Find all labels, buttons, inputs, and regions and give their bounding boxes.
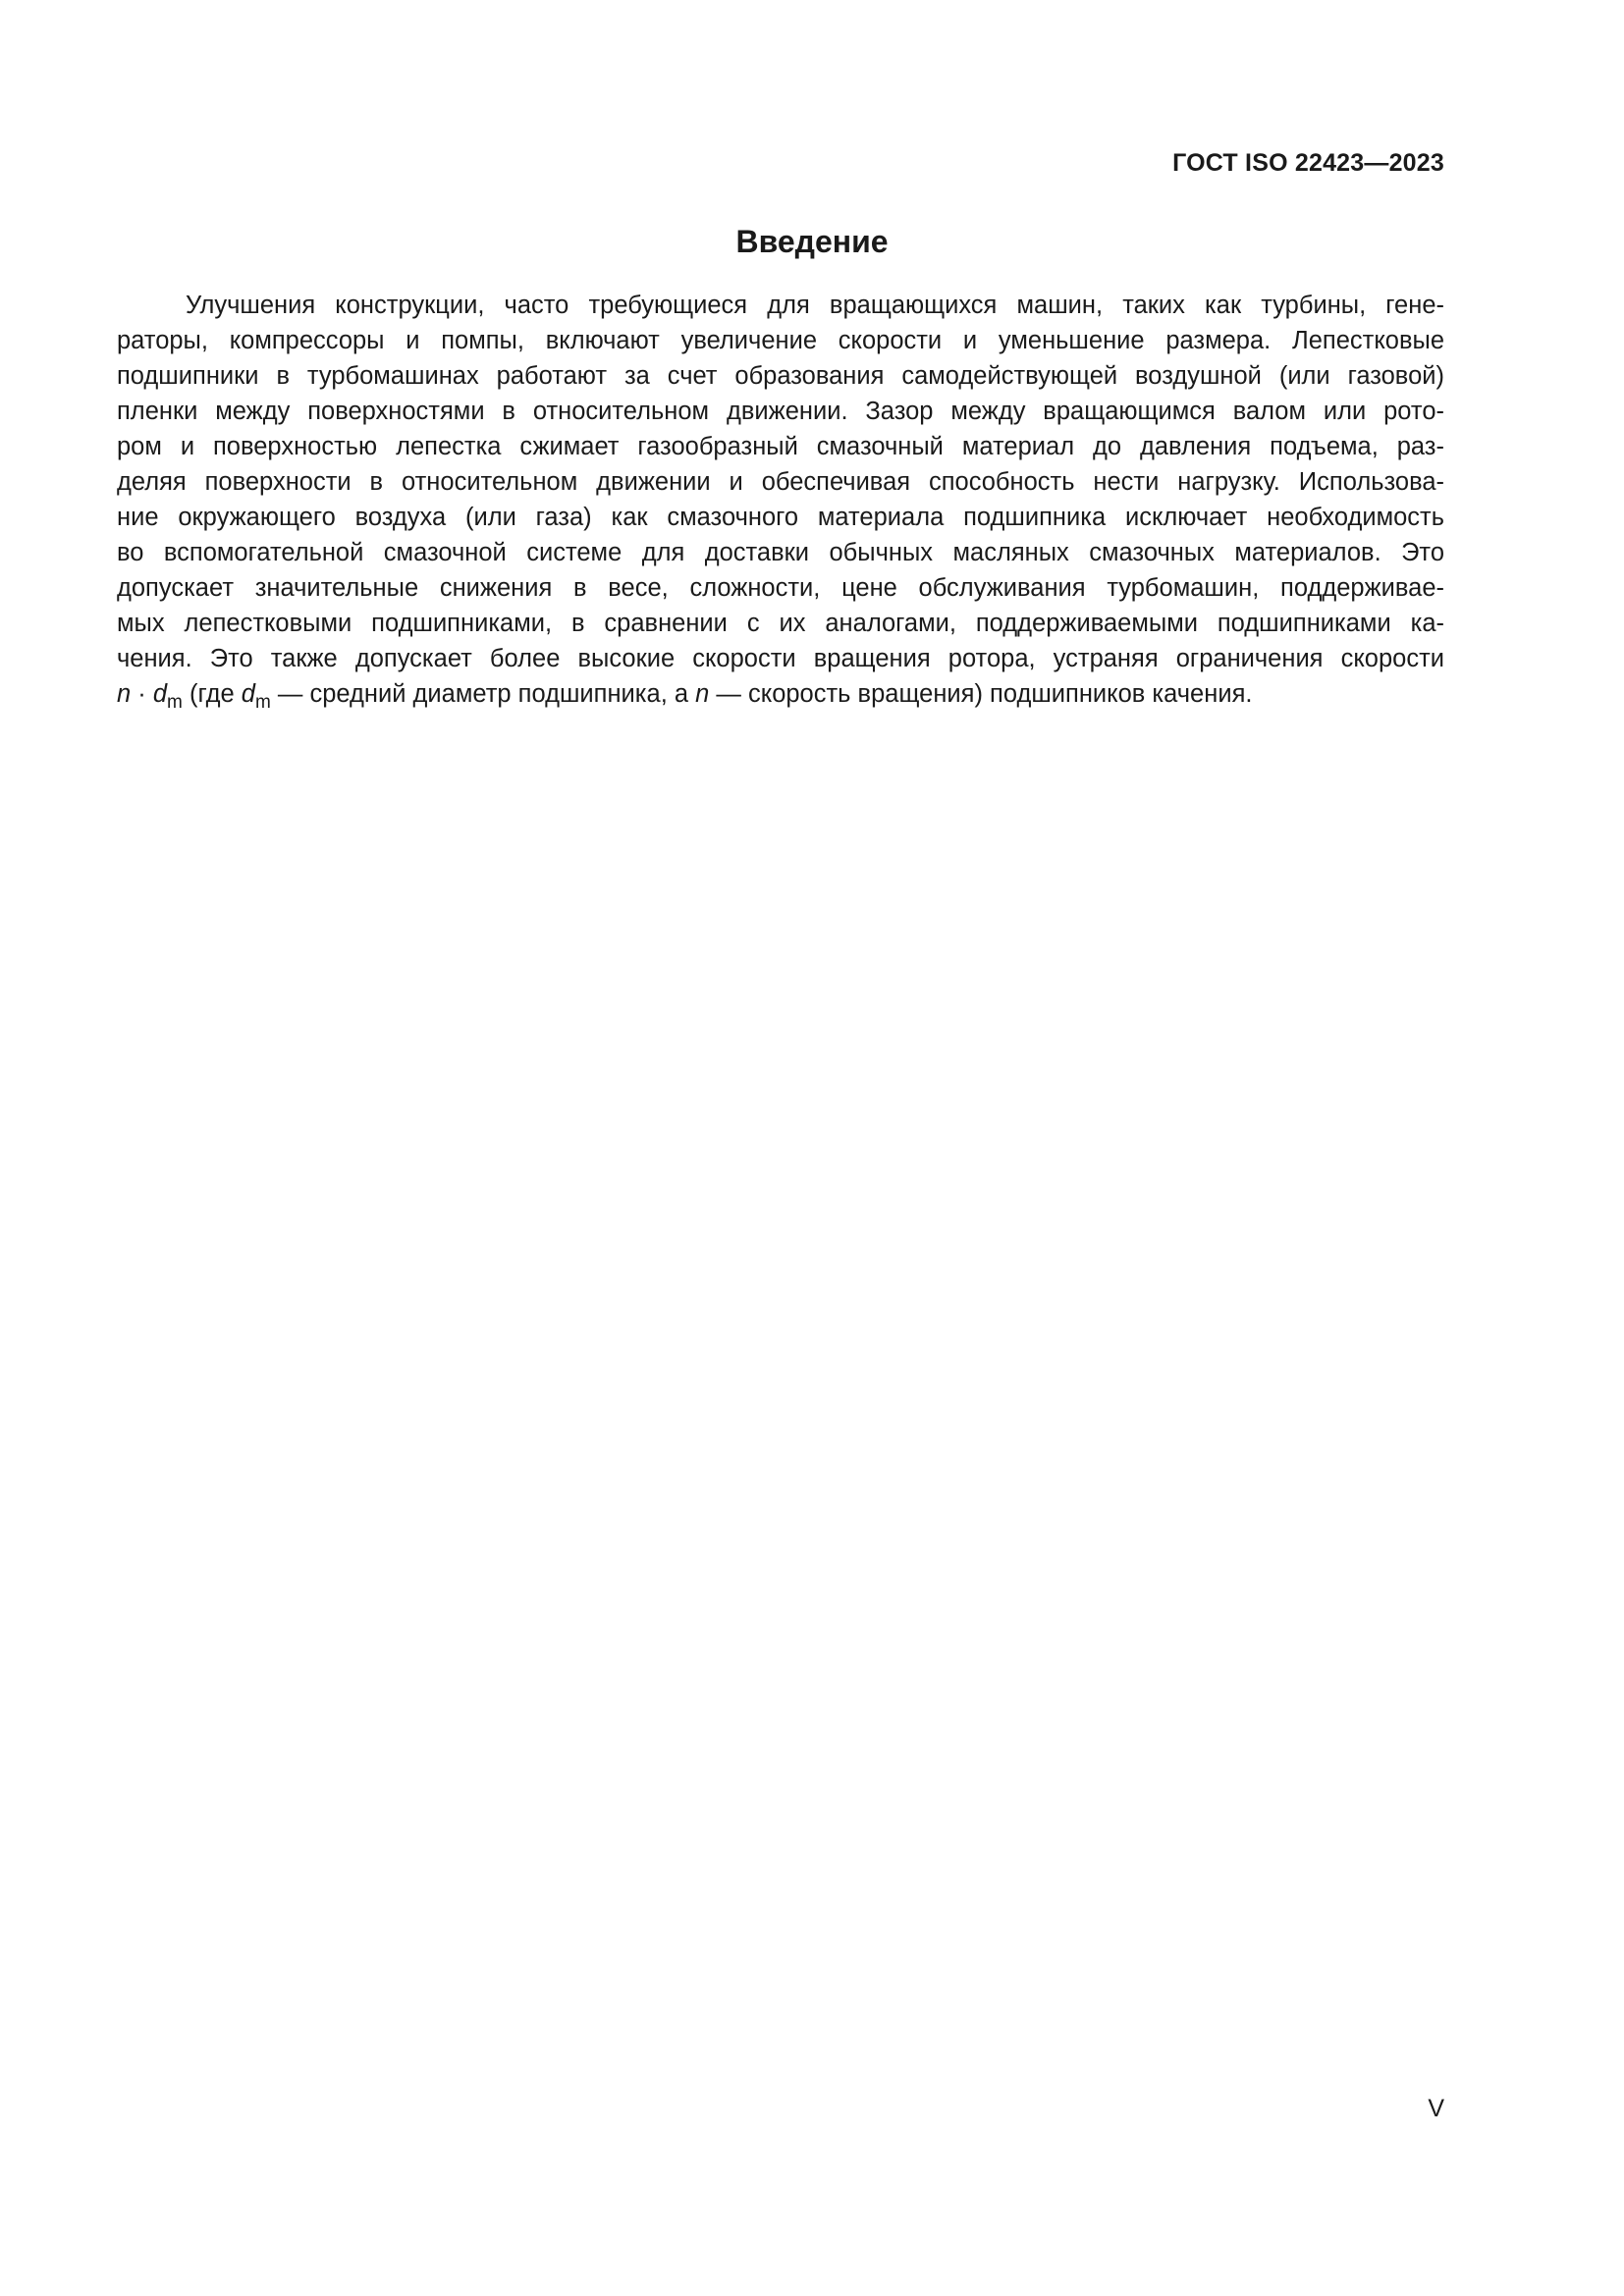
- text-fragment: — средний диаметр подшипника, а: [270, 680, 696, 708]
- page-number: V: [1428, 2095, 1444, 2122]
- section-title: Введение: [735, 224, 889, 259]
- formula-variable-d: d: [241, 680, 255, 708]
- paragraph-line: допускает значительные снижения в весе, сложности, цене обслуживания турбомашин, поддерживае-: [117, 574, 1444, 602]
- paragraph-line: мых лепестковыми подшипниками, в сравнении с их аналогами, поддерживаемыми подшипниками ка-: [117, 610, 1444, 637]
- text-fragment: — скорость вращения) подшипников качения.: [709, 680, 1253, 708]
- document-code: ГОСТ ISO 22423—2023: [1172, 149, 1444, 177]
- paragraph-line: раторы, компрессоры и помпы, включают увеличение скорости и уменьшение размера. Лепестковые: [117, 327, 1444, 354]
- formula-variable-d: d: [152, 680, 168, 708]
- formula-dot: ·: [131, 680, 153, 708]
- paragraph-line: во вспомогательной смазочной системе для доставки обычных масляных смазочных материалов. Это: [117, 539, 1444, 566]
- formula-subscript: m: [254, 692, 271, 713]
- formula-variable-n: n: [695, 680, 710, 708]
- paragraph-line: пленки между поверхностями в относительном движении. Зазор между вращающимся валом или рото-: [117, 398, 1444, 425]
- paragraph-line: чения. Это также допускает более высокие скорости вращения ротора, устраняя ограничения скорости: [117, 645, 1444, 672]
- paragraph-line: ние окружающего воздуха (или газа) как смазочного материала подшипника исключает необходимость: [117, 504, 1444, 531]
- formula-variable-n: n: [117, 680, 132, 708]
- paragraph-line: подшипники в турбомашинах работают за счет образования самодействующей воздушной (или газовой): [117, 362, 1444, 390]
- paragraph-last-line: [117, 676, 1444, 712]
- formula-subscript: m: [167, 692, 183, 713]
- paragraph-line: Улучшения конструкции, часто требующиеся для вращающихся машин, таких как турбины, гене-: [186, 292, 1444, 319]
- paragraph-line: ром и поверхностью лепестка сжимает газообразный смазочный материал до давления подъема, раз-: [117, 433, 1444, 460]
- text-fragment: (где: [182, 680, 242, 708]
- paragraph-line: деляя поверхности в относительном движении и обеспечивая способность нести нагрузку. Использова-: [117, 468, 1444, 496]
- introduction-paragraph: [117, 288, 1444, 712]
